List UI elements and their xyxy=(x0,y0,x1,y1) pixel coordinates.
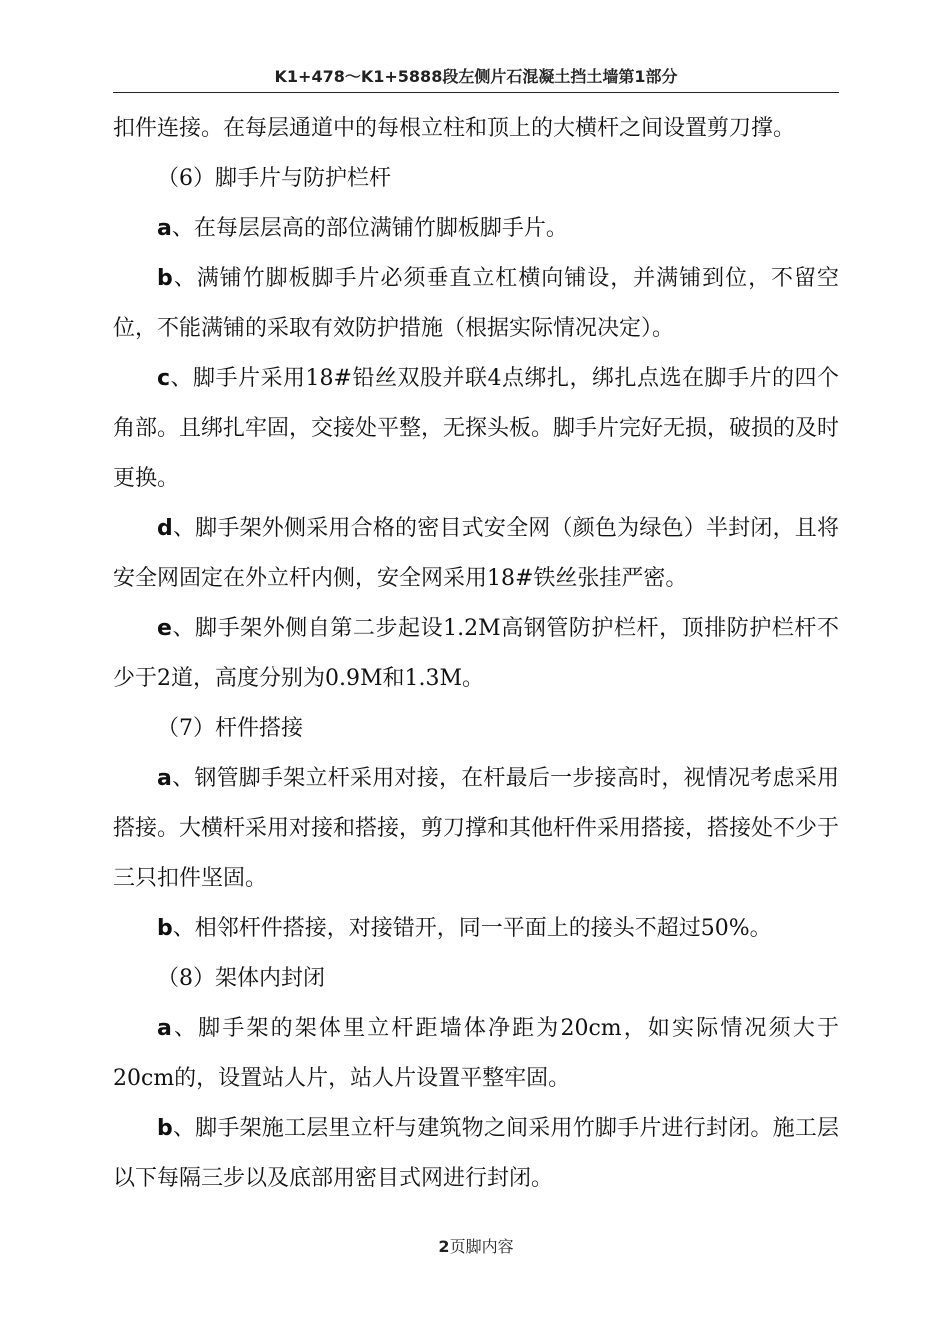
item-lead: e xyxy=(157,616,172,641)
paragraph-text: （6）脚手片与防护栏杆 xyxy=(157,166,391,191)
header-divider xyxy=(113,92,839,93)
paragraph-text: 、脚手架外侧采用合格的密目式安全网（颜色为绿色）半封闭，且将安全网固定在外立杆内侧，安全网采用18#铁丝张挂严密。 xyxy=(113,516,839,591)
paragraph-text: 、脚手架施工层里立杆与建筑物之间采用竹脚手片进行封闭。施工层以下每隔三步以及底部用密目式网进行封闭。 xyxy=(113,1116,839,1191)
paragraph xyxy=(113,1104,839,1204)
paragraph-text: 、满铺竹脚板脚手片必须垂直立杠横向铺设，并满铺到位，不留空位，不能满铺的采取有效防护措施（根据实际情况决定）。 xyxy=(113,266,839,341)
paragraph-text: 、在每层层高的部位满铺竹脚板脚手片。 xyxy=(171,216,568,241)
paragraph xyxy=(113,354,839,504)
paragraph xyxy=(113,754,839,904)
paragraph-text: （8）架体内封闭 xyxy=(157,966,325,991)
page-number: 2 xyxy=(438,1237,450,1256)
paragraph xyxy=(113,604,839,704)
paragraph-text: （7）杆件搭接 xyxy=(157,716,303,741)
paragraph xyxy=(113,504,839,604)
paragraph xyxy=(113,1004,839,1104)
paragraph xyxy=(113,254,839,354)
section-heading xyxy=(113,954,839,1004)
item-lead: a xyxy=(157,216,172,241)
paragraph-text: 、脚手架的架体里立杆距墙体净距为20cm，如实际情况须大于20cm的，设置站人片，站人片设置平整牢固。 xyxy=(113,1016,839,1091)
item-lead: c xyxy=(157,366,171,391)
paragraph-text: 扣件连接。在每层通道中的每根立柱和顶上的大横杆之间设置剪刀撑。 xyxy=(113,116,796,141)
document-body xyxy=(113,104,839,1204)
page-footer xyxy=(113,1236,839,1258)
paragraph xyxy=(113,104,839,154)
item-lead: b xyxy=(157,266,173,291)
paragraph-text: 、钢管脚手架立杆采用对接，在杆最后一步接高时，视情况考虑采用搭接。大横杆采用对接和搭接，剪刀撑和其他杆件采用搭接，搭接处不少于三只扣件坚固。 xyxy=(113,766,840,891)
header-title: K1+478～K1+5888段左侧片石混凝土挡土墙第1部分 xyxy=(274,67,678,86)
item-lead: d xyxy=(157,516,173,541)
paragraph-text: 、脚手架外侧自第二步起设1.2M高钢管防护栏杆，顶排防护栏杆不少于2道，高度分别为0.9M和1.3M。 xyxy=(113,616,839,691)
section-heading xyxy=(113,704,839,754)
paragraph xyxy=(113,904,839,954)
item-lead: a xyxy=(157,766,172,791)
item-lead: b xyxy=(157,1116,173,1141)
item-lead: a xyxy=(157,1016,172,1041)
paragraph xyxy=(113,204,839,254)
footer-text: 页脚内容 xyxy=(449,1237,514,1256)
section-heading xyxy=(113,154,839,204)
item-lead: b xyxy=(157,916,173,941)
page-header xyxy=(113,66,839,88)
paragraph-text: 、脚手片采用18#铅丝双股并联4点绑扎，绑扎点选在脚手片的四个角部。且绑扎牢固，交接处平整，无探头板。脚手片完好无损，破损的及时更换。 xyxy=(113,366,840,491)
paragraph-text: 、相邻杆件搭接，对接错开，同一平面上的接头不超过50%。 xyxy=(172,916,772,941)
